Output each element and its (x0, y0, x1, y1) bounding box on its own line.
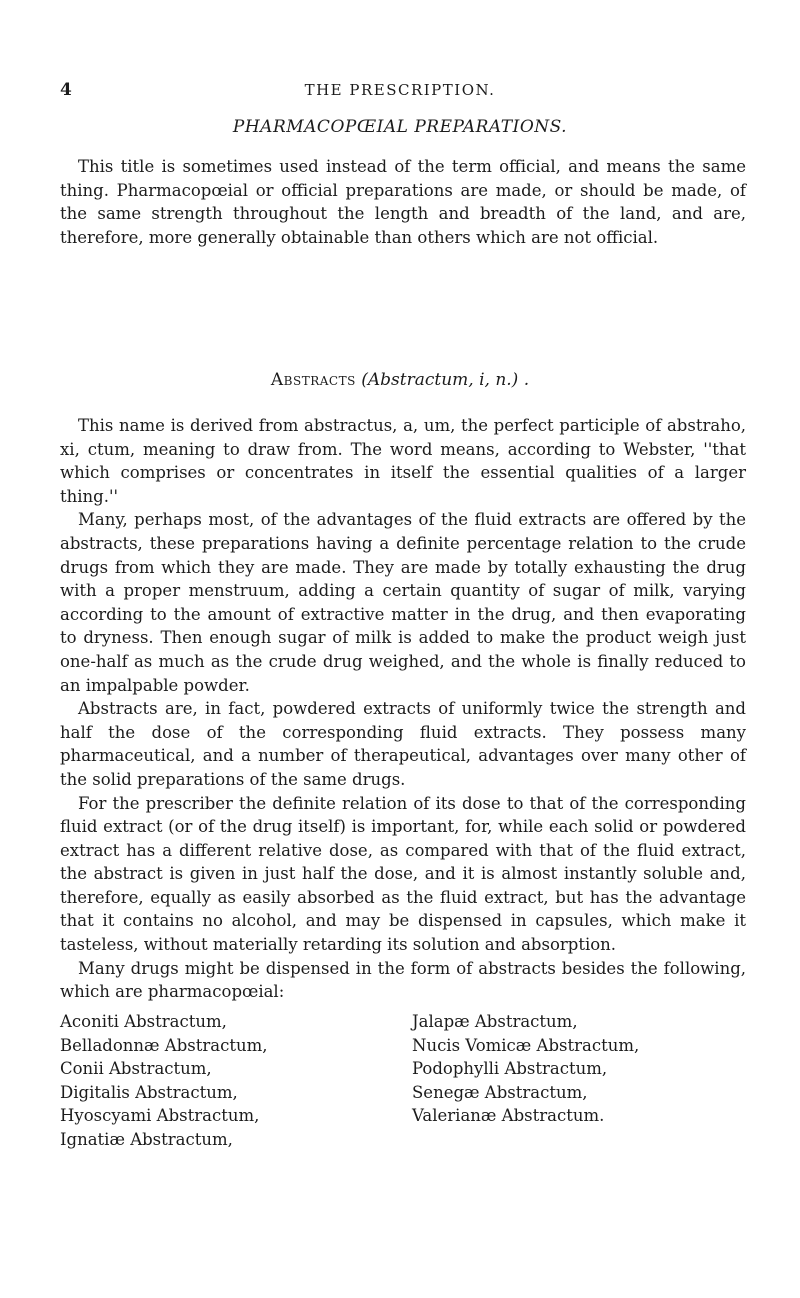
list-item: Belladonnæ Abstractum, (60, 1035, 268, 1055)
list-item: Conii Abstractum, (60, 1059, 212, 1079)
abstracts-list (60, 1010, 760, 1152)
list-item: Nucis Vomicæ Abstractum, (412, 1035, 640, 1055)
list-item: Valerianæ Abstractum. (412, 1106, 605, 1126)
page-number: 4 (60, 80, 72, 100)
paragraph: Many drugs might be dispensed in the form of abstracts besides the following, which are pharmacopœial: (60, 958, 746, 1002)
list-item: Aconiti Abstractum, (60, 1012, 227, 1031)
abstracts-heading-latin: (Abstractum, i, n.) . (361, 370, 530, 390)
running-head: THE PRESCRIPTION. (304, 81, 496, 99)
paragraph: This name is derived from abstractus, a, um, the perfect participle of abstraho, xi, ctum, meaning to draw from. The word means, according to Webster, ''that which comprises or concentrates in itself the essential qualities of a larger thing.'' (60, 416, 746, 506)
section-title: PHARMACOPŒIAL PREPARATIONS. (232, 117, 568, 137)
intro-block (60, 155, 746, 249)
abstracts-heading (0, 370, 800, 390)
abstracts-body (60, 414, 746, 1004)
list-item: Senegæ Abstractum, (412, 1082, 588, 1102)
list-item: Podophylli Abstractum, (412, 1059, 608, 1079)
list-item: Jalapæ Abstractum, (412, 1012, 578, 1031)
list-item: Hyoscyami Abstractum, (60, 1106, 260, 1126)
paragraph: Abstracts are, in fact, powdered extracts of uniformly twice the strength and half the dose of the corresponding fluid extracts. They possess many pharmaceutical, and a number of therapeutical, advantages over many other of the solid preparations of the same drugs. (60, 699, 746, 789)
paragraph: For the prescriber the definite relation of its dose to that of the corresponding fluid extract (or of the drug itself) is important, for, while each solid or powdered extract has a different relative dose, as compared with that of the fluid extract, the abstract is given in just half the dose, and it is almost instantly soluble and, therefore, equally as easily absorbed as the fluid extract, but has the advantage that it contains no alcohol, and may be dispensed in capsules, which make it tasteless, without materially retarding its solution and absorption. (60, 793, 746, 955)
list-item: Digitalis Abstractum, (60, 1082, 238, 1102)
page-header (60, 80, 740, 104)
list-item: Ignatiæ Abstractum, (60, 1129, 233, 1149)
paragraph: Many, perhaps most, of the advantages of the fluid extracts are offered by the abstracts, these preparations having a definite percentage relation to the crude drugs from which they are made. They are made by totally exhausting the drug with a proper menstruum, adding a certain quantity of sugar of milk, varying according to the amount of extractive matter in the drug, and then evaporating to dryness. Then enough sugar of milk is added to make the product weigh just one-half as much as the crude drug weighed, and the whole is finally reduced to an impalpable powder. (60, 510, 746, 695)
intro-paragraph: This title is sometimes used instead of the term official, and means the same thing. Pharmacopœial or official preparations are made, or should be made, of the same strength throughout the length and breadth of the land, and are, therefore, more generally obtainable than others which are not official. (60, 157, 746, 247)
abstracts-heading-term: Abstracts (270, 370, 356, 390)
